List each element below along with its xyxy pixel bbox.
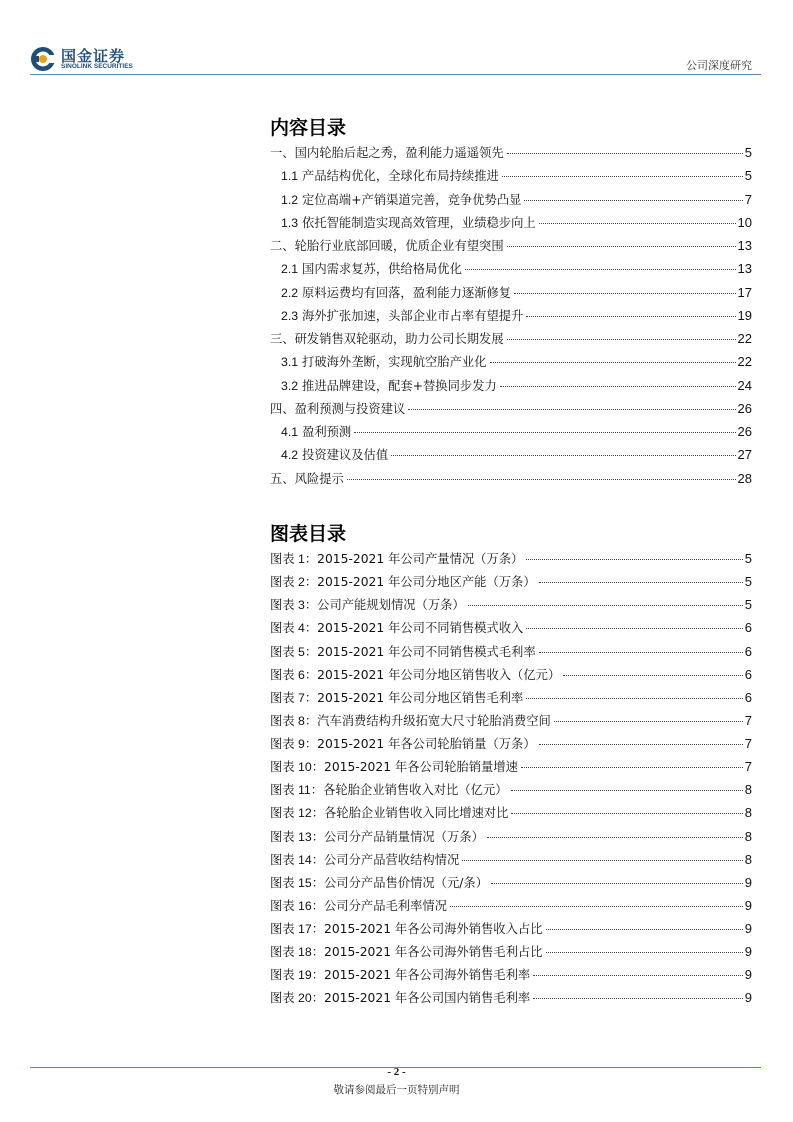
figure-entry-number: 图表 5： <box>270 644 318 659</box>
dot-leader <box>526 316 735 317</box>
figure-entry[interactable] <box>270 850 752 873</box>
toc-entry-label <box>270 143 504 161</box>
toc-entry-text: 四、盈利预测与投资建议 <box>270 401 406 416</box>
dot-leader <box>502 176 743 177</box>
toc-entry-label <box>270 399 405 417</box>
figure-entry-text: 公司分产品售价情况（元/条） <box>324 875 489 890</box>
dot-leader <box>526 559 742 560</box>
dot-leader <box>500 386 736 387</box>
toc-entry-text: 打破海外垄断，实现航空胎产业化 <box>302 355 487 370</box>
figure-entry[interactable] <box>270 665 752 688</box>
figure-entry-page: 7 <box>744 759 752 775</box>
figure-entry[interactable] <box>270 919 752 942</box>
figure-entry-text: 公司分产品毛利率情况 <box>324 898 447 913</box>
toc-entry-page: 28 <box>737 470 752 486</box>
figure-entry[interactable] <box>270 965 752 988</box>
toc-entry-text: 定位高端+产销渠道完善，竞争优势凸显 <box>302 192 522 207</box>
dot-leader <box>468 605 743 606</box>
toc-entry-page: 7 <box>744 191 752 207</box>
toc-entry-text: 依托智能制造实现高效管理，业绩稳步向上 <box>302 215 536 230</box>
figure-entry-text: 2015-2021 年各公司轮胎销量增速 <box>324 760 518 775</box>
figure-entry-number: 图表 1： <box>270 552 318 566</box>
figure-entry-label <box>270 896 447 914</box>
toc-entry-text: 盈利预测 <box>302 425 352 439</box>
toc-entry[interactable] <box>270 190 752 213</box>
figure-list-title: 图表目录 <box>270 523 347 545</box>
toc-entry-page: 24 <box>737 377 752 393</box>
toc-entry-label <box>270 329 504 347</box>
toc-entry-number: 1.3 <box>281 215 299 230</box>
figure-entry[interactable] <box>270 734 752 757</box>
figure-entry[interactable] <box>270 988 752 1011</box>
dot-leader <box>533 975 743 976</box>
figure-entry-number: 图表 3： <box>270 598 318 613</box>
figure-entry-text: 2015-2021 年公司不同销售模式收入 <box>317 621 524 636</box>
figure-entry-label <box>270 734 536 752</box>
figure-entry[interactable] <box>270 572 752 595</box>
figure-entry-label <box>270 688 523 706</box>
dot-leader <box>507 339 736 340</box>
page-number: - 2 - <box>387 1066 406 1078</box>
figure-entry-text: 各轮胎企业销售收入对比（亿元） <box>323 783 508 798</box>
figure-entry-text: 2015-2021 年公司分地区产能（万条） <box>317 575 536 590</box>
figure-entry-page: 8 <box>744 851 752 867</box>
dot-leader <box>539 744 743 745</box>
figure-entry-page: 6 <box>744 643 752 659</box>
figure-entry-number: 图表 18： <box>270 945 324 960</box>
figure-entry-label <box>270 803 508 821</box>
figure-entry[interactable] <box>270 549 752 572</box>
figure-entry[interactable] <box>270 803 752 826</box>
toc-entry[interactable] <box>270 376 752 399</box>
figure-entry-label <box>270 780 508 798</box>
figure-entry-label <box>270 988 530 1006</box>
figure-entry-label <box>270 942 543 960</box>
toc-entry-number: 2.3 <box>281 308 299 323</box>
toc-entry-number: 2.2 <box>281 285 299 300</box>
figure-entry-label <box>270 711 551 729</box>
figure-entry[interactable] <box>270 711 752 734</box>
dot-leader <box>554 721 743 722</box>
figure-entry-number: 图表 14： <box>270 852 324 867</box>
sinolink-logo-icon <box>30 46 56 72</box>
figure-entry-text: 2015-2021 年各公司海外销售毛利占比 <box>324 945 543 960</box>
figure-entry-label <box>270 757 518 775</box>
toc-list <box>270 143 752 492</box>
figure-entry-number: 图表 19： <box>270 968 324 983</box>
toc-entry[interactable] <box>270 166 752 189</box>
dot-leader <box>462 860 742 861</box>
figure-entry-page: 9 <box>744 874 752 890</box>
toc-entry[interactable] <box>270 236 752 259</box>
figure-entry[interactable] <box>270 780 752 803</box>
dot-leader <box>408 409 735 410</box>
figure-entry-text: 2015-2021 年各公司国内销售毛利率 <box>324 991 531 1006</box>
figure-entry-number: 图表 4： <box>270 621 318 636</box>
toc-entry-label <box>281 283 511 301</box>
toc-entry-label <box>281 352 487 370</box>
toc-entry-page: 13 <box>737 238 752 253</box>
figure-entry[interactable] <box>270 688 752 711</box>
figure-entry-page: 9 <box>744 990 752 1006</box>
figure-entry-text: 2015-2021 年公司分地区销售收入（亿元） <box>317 667 561 682</box>
dot-leader <box>511 813 742 814</box>
dot-leader <box>487 837 743 838</box>
figure-entry-page: 6 <box>744 689 752 705</box>
toc-entry-label <box>281 259 462 277</box>
toc-entry[interactable] <box>270 329 752 352</box>
toc-entry-page: 10 <box>737 214 752 230</box>
dot-leader <box>354 432 735 433</box>
company-logo <box>30 46 150 76</box>
figure-entry-text: 2015-2021 年公司产量情况（万条） <box>317 552 524 566</box>
toc-entry[interactable] <box>270 422 752 445</box>
figure-entry-text: 2015-2021 年公司分地区销售毛利率 <box>317 690 524 705</box>
toc-entry-text: 原料运费均有回落，盈利能力逐渐修复 <box>302 285 512 300</box>
toc-entry[interactable] <box>270 399 752 422</box>
toc-entry-page: 22 <box>737 354 752 370</box>
toc-entry-label <box>281 306 523 324</box>
toc-entry-page: 13 <box>737 261 752 277</box>
dot-leader <box>491 883 743 884</box>
dot-leader <box>521 767 743 768</box>
dot-leader <box>511 790 743 791</box>
figure-entry-label <box>270 827 484 845</box>
toc-entry-text: 一、国内轮胎后起之秀，盈利能力遥遥领先 <box>270 146 504 160</box>
figure-entry-number: 图表 11： <box>270 783 324 798</box>
figure-entry-label <box>270 965 530 983</box>
header-divider <box>30 74 761 75</box>
toc-entry-text: 三、研发销售双轮驱动，助力公司长期发展 <box>270 332 504 346</box>
figure-entry-text: 2015-2021 年各公司轮胎销量（万条） <box>317 737 536 751</box>
figure-entry-number: 图表 20： <box>270 991 324 1006</box>
dot-leader <box>546 952 743 953</box>
figure-entry-text: 公司分产品销量情况（万条） <box>324 829 484 844</box>
toc-entry-label <box>281 376 497 394</box>
figure-entry-text: 2015-2021 年各公司海外销售收入占比 <box>324 922 543 936</box>
figure-entry-page: 6 <box>744 620 752 636</box>
toc-entry-label <box>281 445 388 463</box>
figure-entry-page: 8 <box>744 782 752 798</box>
dot-leader <box>514 293 735 294</box>
figure-entry-page: 5 <box>744 574 752 590</box>
toc-entry-number: 3.1 <box>281 355 299 370</box>
toc-entry-text: 产品结构优化，全球化布局持续推进 <box>302 169 499 184</box>
toc-entry-number: 1.1 <box>281 169 299 184</box>
figure-entry-number: 图表 8： <box>270 713 318 728</box>
figure-entry-page: 7 <box>744 736 752 751</box>
toc-entry[interactable] <box>270 306 752 329</box>
dot-leader <box>546 929 743 930</box>
figure-entry-label <box>270 595 465 613</box>
toc-entry-page: 26 <box>737 400 752 416</box>
figure-entry-number: 图表 9： <box>270 737 318 751</box>
dot-leader <box>533 998 743 999</box>
toc-entry[interactable] <box>270 259 752 282</box>
toc-entry[interactable] <box>270 283 752 306</box>
figure-entry[interactable] <box>270 757 752 780</box>
figure-entry-number: 图表 17： <box>270 922 324 936</box>
figure-entry-number: 图表 16： <box>270 898 324 913</box>
dot-leader <box>539 223 736 224</box>
toc-entry-text: 国内需求复苏，供给格局优化 <box>302 262 462 277</box>
figure-entry-label <box>270 665 560 683</box>
toc-entry[interactable] <box>270 213 752 236</box>
toc-entry[interactable] <box>270 143 752 166</box>
figure-entry-number: 图表 2： <box>270 575 318 590</box>
page-header <box>0 0 793 76</box>
figure-entry-label <box>270 919 543 937</box>
figure-entry-number: 图表 12： <box>270 806 324 821</box>
toc-entry-page: 19 <box>737 307 752 323</box>
figure-entry-text: 各轮胎企业销售收入同比增速对比 <box>324 806 509 821</box>
figure-entry-label <box>270 642 536 660</box>
dot-leader <box>465 269 736 270</box>
toc-title: 内容目录 <box>270 117 347 139</box>
figure-entry-label <box>270 549 523 567</box>
toc-entry-number: 1.2 <box>281 192 299 207</box>
dot-leader <box>539 582 743 583</box>
toc-entry-page: 17 <box>737 284 752 300</box>
toc-entry-page: 5 <box>744 145 752 160</box>
toc-entry-label <box>281 190 521 208</box>
figure-entry-page: 9 <box>744 967 752 983</box>
figure-entry-text: 汽车消费结构升级拓宽大尺寸轮胎消费空间 <box>317 713 551 728</box>
dot-leader <box>507 246 736 247</box>
figure-entry-number: 图表 15： <box>270 875 324 890</box>
figure-entry[interactable] <box>270 827 752 850</box>
figure-entry-page: 7 <box>744 712 752 728</box>
dot-leader <box>563 675 743 676</box>
dot-leader <box>490 362 736 363</box>
footer-disclaimer: 敬请参阅最后一页特别声明 <box>333 1084 460 1096</box>
toc-entry-text: 五、风险提示 <box>270 471 344 486</box>
figure-entry-page: 9 <box>744 944 752 960</box>
toc-entry-page: 5 <box>744 168 752 184</box>
toc-entry-text: 二、轮胎行业底部回暖，优质企业有望突围 <box>270 239 504 253</box>
toc-entry[interactable] <box>270 352 752 375</box>
figure-entry-page: 9 <box>744 921 752 936</box>
figure-list <box>270 549 752 1012</box>
dot-leader <box>539 652 743 653</box>
toc-entry-label <box>281 213 536 231</box>
toc-entry-label <box>281 422 351 440</box>
toc-entry-number: 4.1 <box>281 425 299 439</box>
figure-entry-page: 5 <box>744 597 752 613</box>
figure-entry[interactable] <box>270 942 752 965</box>
toc-entry[interactable] <box>270 445 752 468</box>
dot-leader <box>347 479 736 480</box>
figure-entry[interactable] <box>270 595 752 618</box>
toc-entry-text: 海外扩张加速，头部企业市占率有望提升 <box>302 308 524 323</box>
figure-entry-label <box>270 572 536 590</box>
figure-entry-page: 8 <box>744 828 752 844</box>
dot-leader <box>450 906 743 907</box>
figure-entry-number: 图表 13： <box>270 829 324 844</box>
dot-leader <box>526 698 742 699</box>
figure-entry-label <box>270 873 488 891</box>
dot-leader <box>524 200 742 201</box>
toc-entry-number: 4.2 <box>281 448 299 463</box>
toc-entry-page: 22 <box>737 331 752 346</box>
toc-entry-text: 投资建议及估值 <box>302 448 389 463</box>
figure-entry-page: 6 <box>744 666 752 682</box>
figure-entry-text: 公司产能规划情况（万条） <box>317 598 465 613</box>
toc-entry-label <box>270 469 344 487</box>
figure-entry-number: 图表 7： <box>270 690 318 705</box>
figure-entry[interactable] <box>270 896 752 919</box>
report-type-label: 公司深度研究 <box>686 59 752 72</box>
figure-entry[interactable] <box>270 642 752 665</box>
figure-entry-text: 2015-2021 年公司不同销售模式毛利率 <box>317 644 536 659</box>
figure-entry-number: 图表 6： <box>270 667 318 682</box>
figure-entry-text: 2015-2021 年各公司海外销售毛利率 <box>324 968 531 983</box>
logo-english-name: SINOLINK SECURITIES <box>61 63 133 70</box>
dot-leader <box>391 455 735 456</box>
figure-entry[interactable] <box>270 873 752 896</box>
figure-entry-text: 公司分产品营收结构情况 <box>324 852 460 867</box>
toc-entry-number: 3.2 <box>281 378 299 393</box>
figure-entry-number: 图表 10： <box>270 760 324 775</box>
figure-entry-page: 8 <box>744 805 752 821</box>
figure-entry-page: 5 <box>744 551 752 566</box>
toc-entry-label <box>270 236 504 254</box>
toc-entry-text: 推进品牌建设，配套+替换同步发力 <box>302 378 497 393</box>
figure-entry-label <box>270 618 523 636</box>
toc-entry-number: 2.1 <box>281 262 299 277</box>
figure-entry-page: 9 <box>744 897 752 913</box>
toc-entry[interactable] <box>270 469 752 492</box>
figure-entry[interactable] <box>270 618 752 641</box>
logo-chinese-name: 国金证券 <box>61 47 126 65</box>
toc-entry-page: 26 <box>737 424 752 439</box>
dot-leader <box>507 153 743 154</box>
toc-entry-label <box>281 166 499 184</box>
dot-leader <box>526 628 742 629</box>
toc-entry-page: 27 <box>737 447 752 463</box>
figure-entry-label <box>270 850 459 868</box>
